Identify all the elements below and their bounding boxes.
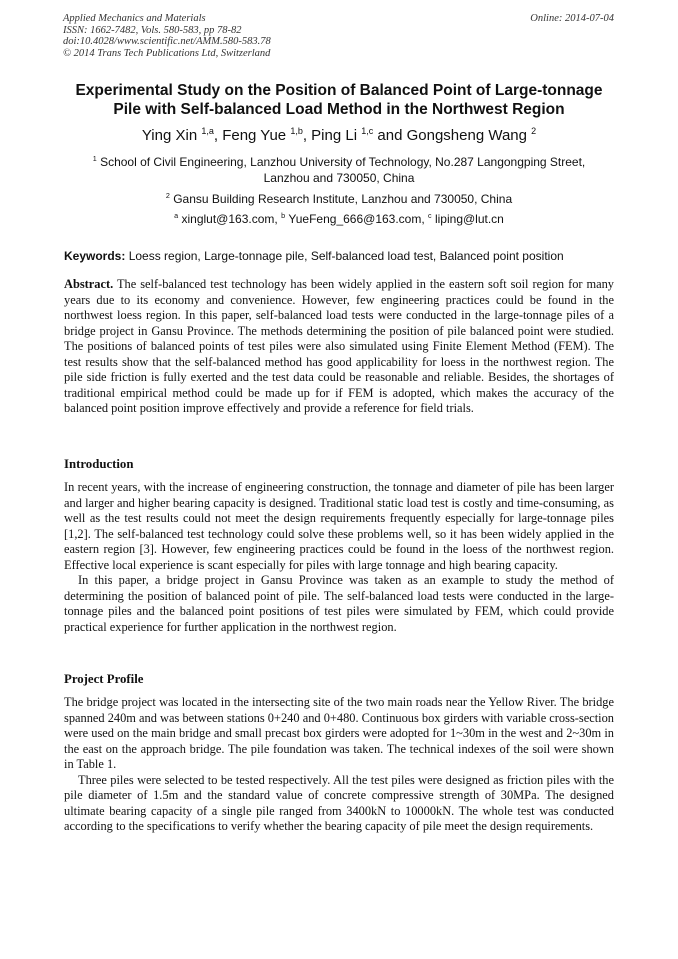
affiliation-mark: 1 — [92, 154, 97, 163]
author-name: Gongsheng Wang — [406, 127, 527, 144]
email-link[interactable]: liping@lut.cn — [434, 212, 504, 226]
affiliation-2 — [60, 191, 618, 207]
introduction-heading: Introduction — [64, 457, 134, 471]
project-profile-paragraph-2: Three piles were selected to be tested respectively. All the test piles were designed as friction piles with the pile diameter of 1.5m and the standard value of concrete compressive strength of 30MPa. The designed ultimate bearing capacity of a single pile ranged from 3400kN to 10000kN. The whole test was conducted according to the specifications to verify whether the bearing capacity of pile meet the design requirements. — [64, 772, 614, 833]
abstract-text: The self-balanced test technology has been widely applied in the eastern soft soil region for many years due to its economy and convenience. However, few engineering practices could be found in the northwest loess region. In this paper, self-balanced load tests were conducted in the large-tonnage piles of a bridge project in Gansu Province. The methods determining the position of pile balanced point were studied. The positions of balanced points of test piles were also simulated using Finite Element Method (FEM). The test results show that the self-balanced method has good applicability for loess in the northwest region. The pile side friction is fully exerted and the test data could be reasonable and reliable. Besides, the shortages of traditional empirical method could be made up for if FEM is adopted, which makes the accuracy of the balanced point position improve effectively and provide a reference for field trials. — [64, 277, 615, 415]
author-conjunction: and — [377, 127, 403, 144]
author-name: Feng Yue — [222, 127, 287, 144]
journal-name: Applied Mechanics and Materials — [63, 13, 206, 24]
email-link[interactable]: YueFeng_666@163.com — [288, 212, 422, 226]
author-name: Ping Li — [311, 127, 358, 144]
project-profile-body — [64, 695, 614, 835]
introduction-paragraph-2: In this paper, a bridge project in Gansu Province was taken as an example to study the method of determining the position of balanced point of pile. The self-balanced load tests were conducted in the large-tonnage piles and the balanced point positions of test piles were simulated by FEM, which could provide practical experience for further application in the northwest region. — [64, 573, 614, 634]
email-mark: c — [428, 211, 432, 220]
author-affiliation-mark: 2 — [531, 126, 537, 136]
author-affiliation-mark: 1,a — [201, 126, 214, 136]
email-link[interactable]: xinglut@163.com — [181, 212, 275, 226]
keywords-label: Keywords: — [64, 249, 126, 263]
email-list: $^a$ xinglut@163.com, $^b$ YueFeng_666@163.com, $^c$ liping@lut.cn — [174, 211, 504, 226]
affiliation-1 — [60, 154, 618, 186]
email-mark: a — [174, 211, 179, 220]
journal-copyright: © 2014 Trans Tech Publications Ltd, Switzerland — [63, 47, 271, 59]
affiliation-line: Lanzhou and 730050, China — [263, 171, 415, 185]
affiliation-mark: 2 — [165, 191, 170, 200]
journal-header — [63, 13, 271, 59]
paper-title-line-1: Experimental Study on the Position of Balanced Point of Large-tonnage — [75, 82, 603, 99]
paper-title-line-2: Pile with Self-balanced Load Method in the Northwest Region — [113, 101, 565, 118]
abstract — [64, 277, 614, 417]
author-affiliation-mark: 1,b — [290, 126, 303, 136]
keywords — [64, 248, 624, 264]
author-list: Ying Xin $^{1,a}$, Feng Yue $^{1,b}$, Ping Li $^{1,c}$ and Gongsheng Wang $^2$ — [141, 126, 537, 144]
email-mark: b — [281, 211, 286, 220]
online-date: Online: 2014-07-04 — [530, 13, 614, 24]
paper-title — [50, 81, 628, 119]
author-name: Ying Xin — [141, 127, 198, 144]
project-profile-heading: Project Profile — [64, 672, 144, 686]
introduction-body — [64, 480, 614, 635]
project-profile-paragraph-1: The bridge project was located in the intersecting site of the two main roads near the Yellow River. The bridge spanned 240m and was between stations 0+240 and 0+480. Continuous box girders with variable cross-section were used on the main bridge and small precast box girders were adopted for 1~30m in the west and 2~30m in the east on the approach bridge. The pile foundation was taken. The technical indexes of the soil were shown in Table 1. — [64, 695, 614, 771]
abstract-label: Abstract. — [64, 277, 114, 291]
affiliation-line: School of Civil Engineering, Lanzhou University of Technology, No.287 Langongping Street, — [100, 155, 586, 169]
author-affiliation-mark: 1,c — [361, 126, 374, 136]
journal-issn: ISSN: 1662-7482, Vols. 580-583, pp 78-82 — [63, 24, 242, 36]
keywords-text: Loess region, Large-tonnage pile, Self-balanced load test, Balanced point position — [128, 249, 564, 263]
affiliation-line: Gansu Building Research Institute, Lanzhou and 730050, China — [173, 192, 513, 206]
journal-doi[interactable]: doi:10.4028/www.scientific.net/AMM.580-583.78 — [63, 36, 271, 47]
introduction-paragraph-1: In recent years, with the increase of engineering construction, the tonnage and diameter of pile has been larger and larger and higher bearing capacity is designed. Traditional static load test is costly and time-consuming, as well as the test results could not meet the design requirements frequently especially for large-tonnage piles [1,2]. The self-balanced test technology could solve these problems well, so it has been widely applied in the eastern region [3]. However, few engineering practices could be found in the loess of the northwest region. Effective local experience is scant especially for piles with large tonnage and high bearing capacity. — [64, 480, 614, 572]
